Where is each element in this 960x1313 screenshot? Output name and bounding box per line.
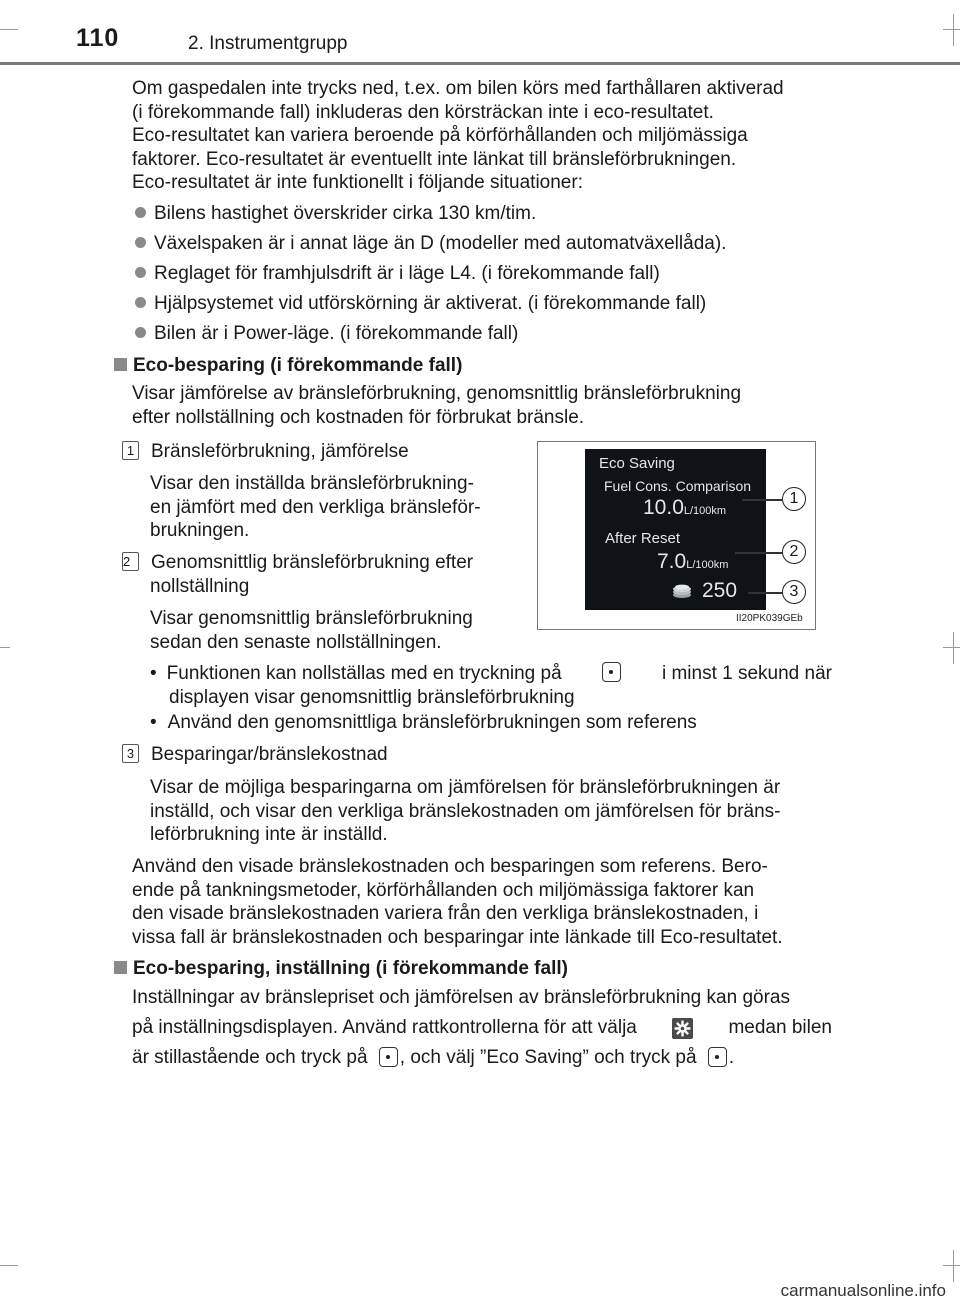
note-1 xyxy=(150,662,832,709)
eco-setting-heading xyxy=(114,957,568,980)
intro-line: Om gaspedalen inte trycks ned, t.ex. om bilen körs med farthållaren aktiverad xyxy=(132,78,784,99)
crop-mark xyxy=(943,647,960,648)
item-3-body xyxy=(150,776,832,847)
number-badge: 1 xyxy=(122,441,139,460)
value-text: 10.0 xyxy=(643,496,684,519)
bullet-text: Hjälpsystemet vid utförskörning är aktiverat. (i förekommande fall) xyxy=(154,293,707,314)
desc-line: efter nollställning och kostnaden för förbrukat bränsle. xyxy=(132,406,585,428)
item-title-text: nollställning xyxy=(150,575,250,597)
setting-text: , och välj ”Eco Saving” och tryck på xyxy=(399,1047,697,1068)
crop-mark xyxy=(0,1265,18,1266)
gear-icon xyxy=(672,1018,693,1039)
display-title: Eco Saving xyxy=(599,455,675,472)
display-row2-label: After Reset xyxy=(605,530,681,547)
bullet-icon xyxy=(135,267,146,278)
item-2-body xyxy=(150,607,515,654)
value-text: 7.0 xyxy=(657,550,687,573)
callout-2: 2 xyxy=(782,540,806,564)
eco-saving-paragraph xyxy=(132,855,832,949)
callout-3: 3 xyxy=(782,580,806,604)
crop-mark xyxy=(953,1250,954,1282)
body-line: leförbrukning inte är inställd. xyxy=(150,824,388,845)
list-item xyxy=(135,292,706,315)
bullet-icon xyxy=(135,327,146,338)
ok-button-icon xyxy=(602,662,621,682)
list-item xyxy=(135,232,726,255)
item-title-text: Besparingar/bränslekostnad xyxy=(151,744,388,765)
note-text: displayen visar genomsnittlig bränsleförbrukning xyxy=(169,686,575,708)
intro-line: (i förekommande fall) inkluderas den körsträckan inte i eco-resultatet. xyxy=(132,101,714,123)
body-line: brukningen. xyxy=(150,520,250,541)
display-row2-value xyxy=(657,550,728,574)
intro-line: Eco-resultatet är inte funktionellt i följande situationer: xyxy=(132,172,583,193)
callout-leader xyxy=(748,592,782,594)
heading-text: Eco-besparing (i förekommande fall) xyxy=(133,355,463,376)
bullet-text: Bilens hastighet överskrider cirka 130 km/tim. xyxy=(154,203,537,224)
unit-text: L/100km xyxy=(686,559,729,571)
display-row1-value xyxy=(643,496,726,520)
callout-leader xyxy=(735,552,782,554)
number-badge: 3 xyxy=(122,744,139,763)
para-line: vissa fall är bränslekostnaden och besparingar inte länkade till Eco-resultatet. xyxy=(132,926,783,948)
page-number: 110 xyxy=(76,24,120,52)
body-line: Visar genomsnittlig bränsleförbrukning xyxy=(150,608,473,629)
item-title-text: Bränsleförbrukning, jämförelse xyxy=(151,441,409,462)
bullet-icon xyxy=(135,297,146,308)
note-text: Funktionen kan nollställas med en tryckning på xyxy=(166,663,562,684)
square-bullet-icon xyxy=(114,358,127,371)
crop-mark xyxy=(0,29,18,30)
body-line: Visar den inställda bränsleförbrukning- xyxy=(150,473,474,494)
bullet-text: Växelspaken är i annat läge än D (modeller med automatväxellåda). xyxy=(154,233,727,254)
display-row1-label: Fuel Cons. Comparison xyxy=(604,478,752,494)
note-text: Använd den genomsnittliga bränsleförbrukningen som referens xyxy=(167,712,697,733)
body-line: en jämfört med den verkliga bränsleför- xyxy=(150,496,481,518)
eco-saving-heading xyxy=(114,354,462,377)
intro-line: faktorer. Eco-resultatet är eventuellt inte länkat till bränsleförbrukningen. xyxy=(132,148,737,170)
item-1-title xyxy=(122,440,409,463)
square-bullet-icon xyxy=(114,961,127,974)
body-line: Visar de möjliga besparingarna om jämförelsen för bränsleförbrukningen är xyxy=(150,777,781,798)
para-line: Använd den visade bränslekostnaden och besparingen som referens. Bero- xyxy=(132,856,768,877)
note-bullet: • xyxy=(150,663,157,684)
intro-line: Eco-resultatet kan variera beroende på körförhållanden och miljömässiga xyxy=(132,125,748,146)
bullet-text: Bilen är i Power-läge. (i förekommande fall) xyxy=(154,323,519,344)
crop-mark xyxy=(953,14,954,46)
callout-1: 1 xyxy=(782,487,806,511)
setting-line: Inställningar av bränslepriset och jämförelsen av bränsleförbrukning kan göras xyxy=(132,987,790,1008)
figure-code: II20PK039GEb xyxy=(736,613,803,624)
desc-line: Visar jämförelse av bränsleförbrukning, genomsnittlig bränsleförbrukning xyxy=(132,383,742,404)
item-1-body xyxy=(150,472,515,543)
note-bullet: • xyxy=(150,712,157,733)
ok-button-icon xyxy=(708,1047,727,1067)
setting-text: på inställningsdisplayen. Använd rattkontrollerna för att välja xyxy=(132,1017,637,1038)
list-item xyxy=(135,202,536,225)
bullet-text: Reglaget för framhjulsdrift är i läge L4. (i förekommande fall) xyxy=(154,263,660,284)
coins-icon xyxy=(671,583,693,604)
crop-mark xyxy=(0,647,10,648)
para-line: den visade bränslekostnaden variera från den verkliga bränslekostnaden, i xyxy=(132,903,759,924)
footer-watermark: carmanualsonline.info xyxy=(780,1281,946,1300)
header-rule xyxy=(0,62,960,65)
ok-button-icon xyxy=(379,1047,398,1067)
bullet-icon xyxy=(135,237,146,248)
note-text: i minst 1 sekund när xyxy=(661,663,832,684)
bullet-icon xyxy=(135,207,146,218)
item-title-text: Genomsnittlig bränsleförbrukning efter xyxy=(151,552,474,573)
number-badge: 2 xyxy=(122,552,139,571)
setting-text: är stillastående och tryck på xyxy=(132,1047,368,1068)
body-line: sedan den senaste nollställningen. xyxy=(150,631,442,653)
body-line: inställd, och visar den verkliga bränslekostnaden om jämförelsen för bräns- xyxy=(150,800,781,822)
eco-setting-body xyxy=(132,983,832,1073)
display-row3-value: 250 xyxy=(702,579,738,602)
crop-mark xyxy=(953,632,954,664)
para-line: ende på tankningsmetoder, körförhållanden och miljömässiga faktorer kan xyxy=(132,879,755,901)
setting-text: medan bilen xyxy=(728,1017,832,1038)
list-item xyxy=(135,322,518,345)
unit-text: L/100km xyxy=(683,505,727,517)
crop-mark xyxy=(943,29,960,30)
list-item xyxy=(135,262,660,285)
intro-paragraph xyxy=(132,77,832,195)
callout-leader xyxy=(742,499,782,501)
setting-text: . xyxy=(728,1047,735,1068)
item-3-title xyxy=(122,743,388,766)
crop-mark xyxy=(943,1265,960,1266)
note-2 xyxy=(150,711,697,735)
heading-text: Eco-besparing, inställning (i förekommande fall) xyxy=(133,958,568,979)
section-title: 2. Instrumentgrupp xyxy=(188,33,348,54)
eco-saving-description xyxy=(132,382,832,429)
item-2-title xyxy=(122,551,515,598)
